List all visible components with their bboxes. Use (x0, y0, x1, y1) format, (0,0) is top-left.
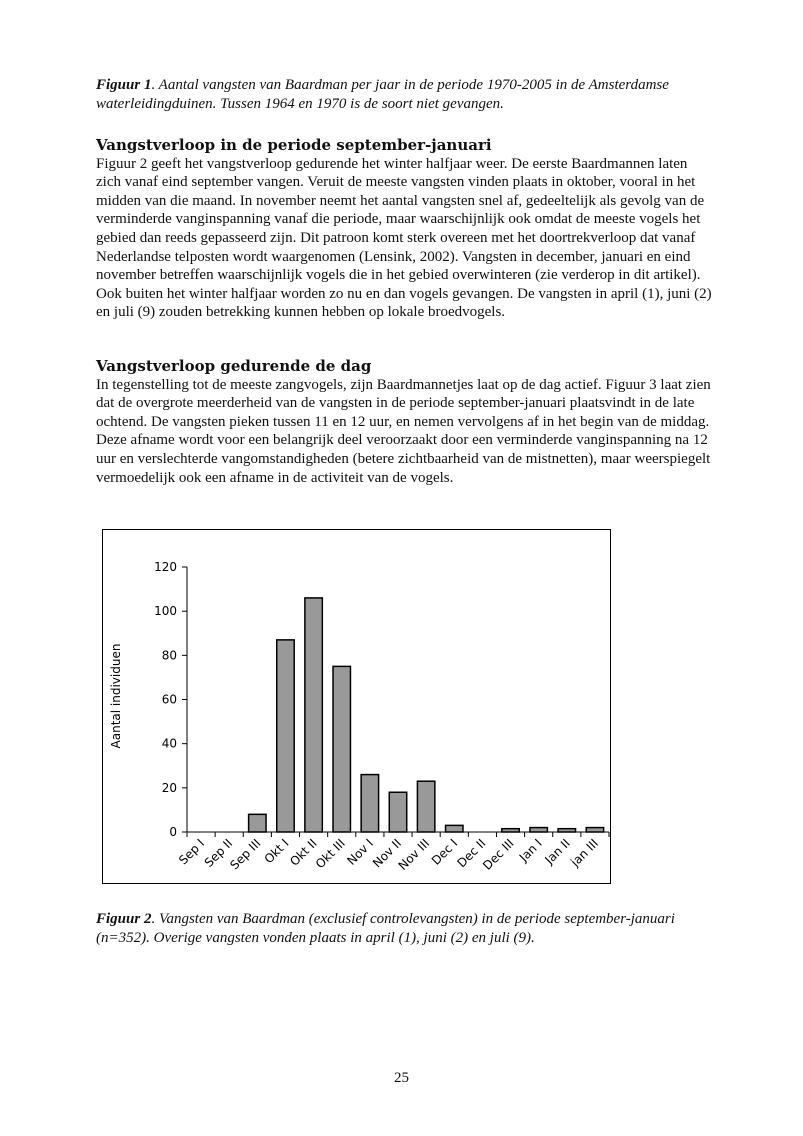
y-tick-label: 0 (169, 825, 177, 839)
section1-heading: Vangstverloop in de periode september-januari (96, 136, 492, 154)
section1-body: Figuur 2 geeft het vangstverloop gedurende het winter halfjaar weer. De eerste Baardmannen laten zich vanaf eind september vangen. Veruit de meeste vangsten vinden plaats in oktober, vooral in het midden van die maand. In november neemt het aantal vangsten snel af, gedeeltelijk als gevolg van de verminderde vanginspanning vanaf die periode, maar waarschijnlijk ook omdat de meeste vogels het gebied dan reeds gepasseerd zijn. Dit patroon komt sterk overeen met het doortrekverloop dat vanaf Nederlandse telposten wordt waargenomen (Lensink, 2002). Vangsten in december, januari en eind november betreffen waarschijnlijk vogels die in het gebied overwinteren (zie verderop in dit artikel). Ook buiten het winter halfjaar worden zo nu en dan vogels gevangen. De vangsten in april (1), juni (2) en juli (9) zouden betrekking kunnen hebben op lokale broedvogels. (96, 155, 712, 321)
x-tick-label: Okt I (261, 836, 292, 867)
x-tick-label: Sep I (176, 836, 208, 868)
bar-okt-iii (333, 666, 350, 832)
figure2-label: Figuur 2 (96, 911, 152, 927)
x-tick-label: jan III (568, 836, 602, 870)
figure1-label: Figuur 1 (96, 77, 152, 93)
x-tick-label: Dec II (454, 836, 489, 871)
bar-jan-i (530, 828, 547, 832)
section2-body: In tegenstelling tot de meeste zangvogels, zijn Baardmannetjes laat op de dag actief. Figuur 3 laat zien dat de overgrote meerderheid van de vangsten in de periode september-januari plaatsvindt in de late ochtend. De vangsten pieken tussen 11 en 12 uur, en nemen vervolgens af in het begin van de middag. Deze afname wordt voor een belangrijk deel veroorzaakt door een verminderde vanginspanning na 12 uur en verslechterde vangomstandigheden (betere zichtbaarheid van de mistnetten), maar weerspiegelt vermoedelijk ook een afname in de activiteit van de vogels. (96, 376, 711, 486)
x-tick-label: Dec III (480, 836, 517, 873)
x-tick-label: Sep II (201, 836, 236, 870)
section-daily-pattern (96, 357, 716, 487)
x-tick-label: Sep III (227, 836, 264, 873)
x-tick-label: Nov III (395, 836, 433, 873)
y-tick-label: 20 (161, 780, 177, 795)
y-axis (154, 560, 187, 839)
figure2-frame (102, 529, 611, 884)
bar-dec-i (446, 825, 463, 832)
bar-sep-iii (249, 814, 266, 832)
figure2-caption (96, 910, 716, 947)
x-axis (176, 832, 609, 873)
x-tick-label: Jan II (542, 836, 573, 867)
y-tick-label: 60 (161, 692, 177, 707)
y-tick-label: 40 (161, 736, 177, 751)
bar-okt-ii (305, 598, 322, 832)
y-tick-label: 80 (161, 648, 177, 663)
x-tick-label: Dec I (428, 836, 461, 868)
x-tick-label: Jan I (516, 836, 545, 865)
page-number: 25 (394, 1070, 409, 1086)
figure2-caption-text: . Vangsten van Baardman (exclusief controlevangsten) in de periode september-januari (n=352). Overige vangsten vonden plaats in april (1), juni (2) en juli (9). (96, 911, 675, 946)
y-tick-label: 100 (154, 604, 177, 619)
section2-heading: Vangstverloop gedurende de dag (96, 357, 372, 375)
figure2-bar-chart (103, 530, 610, 883)
bar-nov-ii (389, 792, 406, 832)
x-tick-label: Nov II (369, 836, 405, 871)
bar-nov-iii (417, 781, 434, 832)
figure1-caption (96, 76, 716, 113)
bar-jan-iii (586, 828, 603, 832)
bar-nov-i (361, 775, 378, 832)
y-axis-label: Aantal individuen (109, 643, 123, 749)
bars (249, 598, 604, 832)
bar-okt-i (277, 640, 294, 832)
x-tick-label: Okt II (287, 836, 320, 869)
section-september-january (96, 136, 716, 322)
figure1-caption-text: . Aantal vangsten van Baardman per jaar in de periode 1970-2005 in de Amsterdamse waterleidingduinen. Tussen 1964 en 1970 is de soort niet gevangen. (96, 77, 669, 112)
x-tick-label: Okt III (312, 836, 348, 872)
x-tick-label: Nov I (344, 836, 376, 868)
y-tick-label: 120 (154, 560, 177, 574)
